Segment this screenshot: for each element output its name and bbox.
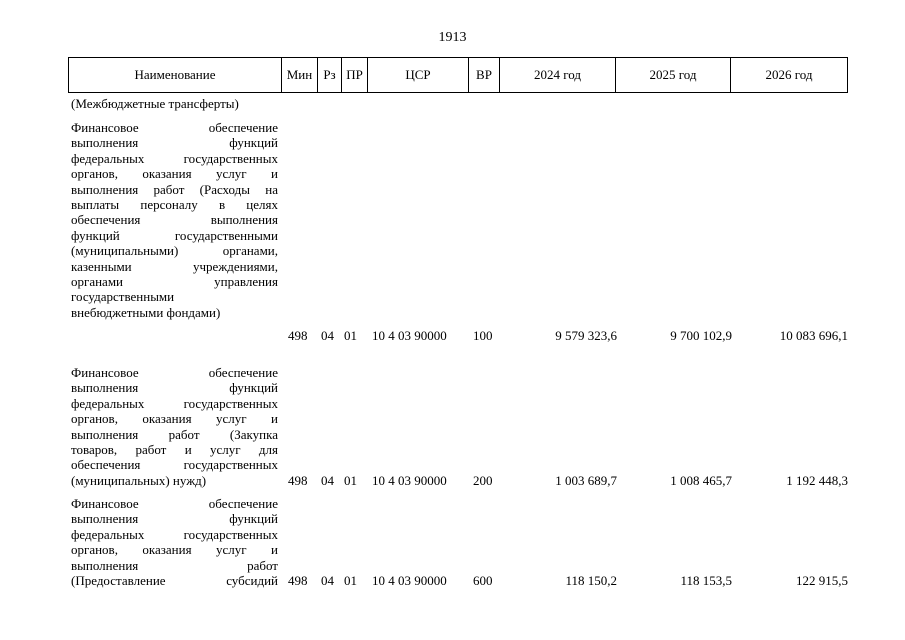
row-3-line: федеральных государственных [71, 526, 278, 542]
row-1-rz: 04 [321, 328, 334, 343]
row-1-2025: 9 700 102,9 [670, 328, 732, 343]
row-1-line: федеральных государственных [71, 150, 278, 166]
row-2-2026: 1 192 448,3 [786, 473, 848, 488]
row-2-line: федеральных государственных [71, 395, 278, 411]
continuation-text: (Межбюджетные трансферты) [71, 96, 239, 111]
header-min: Мин [282, 58, 318, 93]
row-1-line: выплаты персоналу в целях [71, 197, 278, 213]
row-3-2025: 118 153,5 [680, 573, 732, 588]
row-2-description [71, 365, 278, 488]
row-3-line: выполнения работ [71, 557, 278, 573]
row-2-line: выполнения функций [71, 380, 278, 396]
header-rz: Рз [318, 58, 342, 93]
row-2-rz: 04 [321, 473, 334, 488]
row-3-line: выполнения функций [71, 511, 278, 527]
row-1-line: обеспечения выполнения [71, 212, 278, 228]
row-2-2024: 1 003 689,7 [555, 473, 617, 488]
row-2-min: 498 [288, 473, 308, 488]
row-1-2024: 9 579 323,6 [555, 328, 617, 343]
row-1-line: (муниципальными) органами, [71, 243, 278, 259]
header-csr: ЦСР [368, 58, 469, 93]
row-2-vr: 200 [473, 473, 493, 488]
row-3-min: 498 [288, 573, 308, 588]
row-1-min: 498 [288, 328, 308, 343]
row-2-line: (муниципальных) нужд) [71, 472, 207, 488]
row-2-pr: 01 [344, 473, 357, 488]
row-2-line: органов, оказания услуг и [71, 411, 278, 427]
header-pr: ПР [342, 58, 368, 93]
header-2026: 2026 год [731, 58, 848, 93]
row-2-line: товаров, работ и услуг для [71, 442, 278, 458]
row-1-csr: 10 4 03 90000 [372, 328, 447, 343]
row-1-line: функций государственными [71, 227, 278, 243]
row-2-line: Финансовое обеспечение [71, 365, 278, 380]
row-3-2026: 122 915,5 [796, 573, 848, 588]
row-3-line: (Предоставление субсидий [71, 573, 278, 589]
row-1-2026: 10 083 696,1 [779, 328, 848, 343]
row-1-line: казенными учреждениями, [71, 258, 278, 274]
row-1-description [71, 120, 278, 320]
row-3-vr: 600 [473, 573, 493, 588]
row-1-line: внебюджетными фондами) [71, 304, 221, 320]
page-number: 1913 [438, 30, 467, 45]
row-1-line: государственными [71, 289, 175, 305]
row-3-pr: 01 [344, 573, 357, 588]
row-3-rz: 04 [321, 573, 334, 588]
row-1-vr: 100 [473, 328, 493, 343]
row-3-csr: 10 4 03 90000 [372, 573, 447, 588]
row-1-pr: 01 [344, 328, 357, 343]
header-name: Наименование [69, 58, 282, 93]
row-2-csr: 10 4 03 90000 [372, 473, 447, 488]
row-1-line: Финансовое обеспечение [71, 120, 278, 135]
table-header [68, 57, 848, 93]
row-3-2024: 118 150,2 [565, 573, 617, 588]
header-vr: ВР [469, 58, 500, 93]
row-1-line: органами управления [71, 274, 278, 290]
row-1-line: органов, оказания услуг и [71, 166, 278, 182]
header-2025: 2025 год [616, 58, 731, 93]
row-1-line: выполнения функций [71, 135, 278, 151]
row-2-line: обеспечения государственных [71, 457, 278, 473]
row-2-2025: 1 008 465,7 [670, 473, 732, 488]
header-2024: 2024 год [500, 58, 616, 93]
row-2-line: выполнения работ (Закупка [71, 426, 278, 442]
row-3-description [71, 496, 278, 588]
row-3-line: Финансовое обеспечение [71, 496, 278, 511]
row-3-line: органов, оказания услуг и [71, 542, 278, 558]
row-1-line: выполнения работ (Расходы на [71, 181, 278, 197]
